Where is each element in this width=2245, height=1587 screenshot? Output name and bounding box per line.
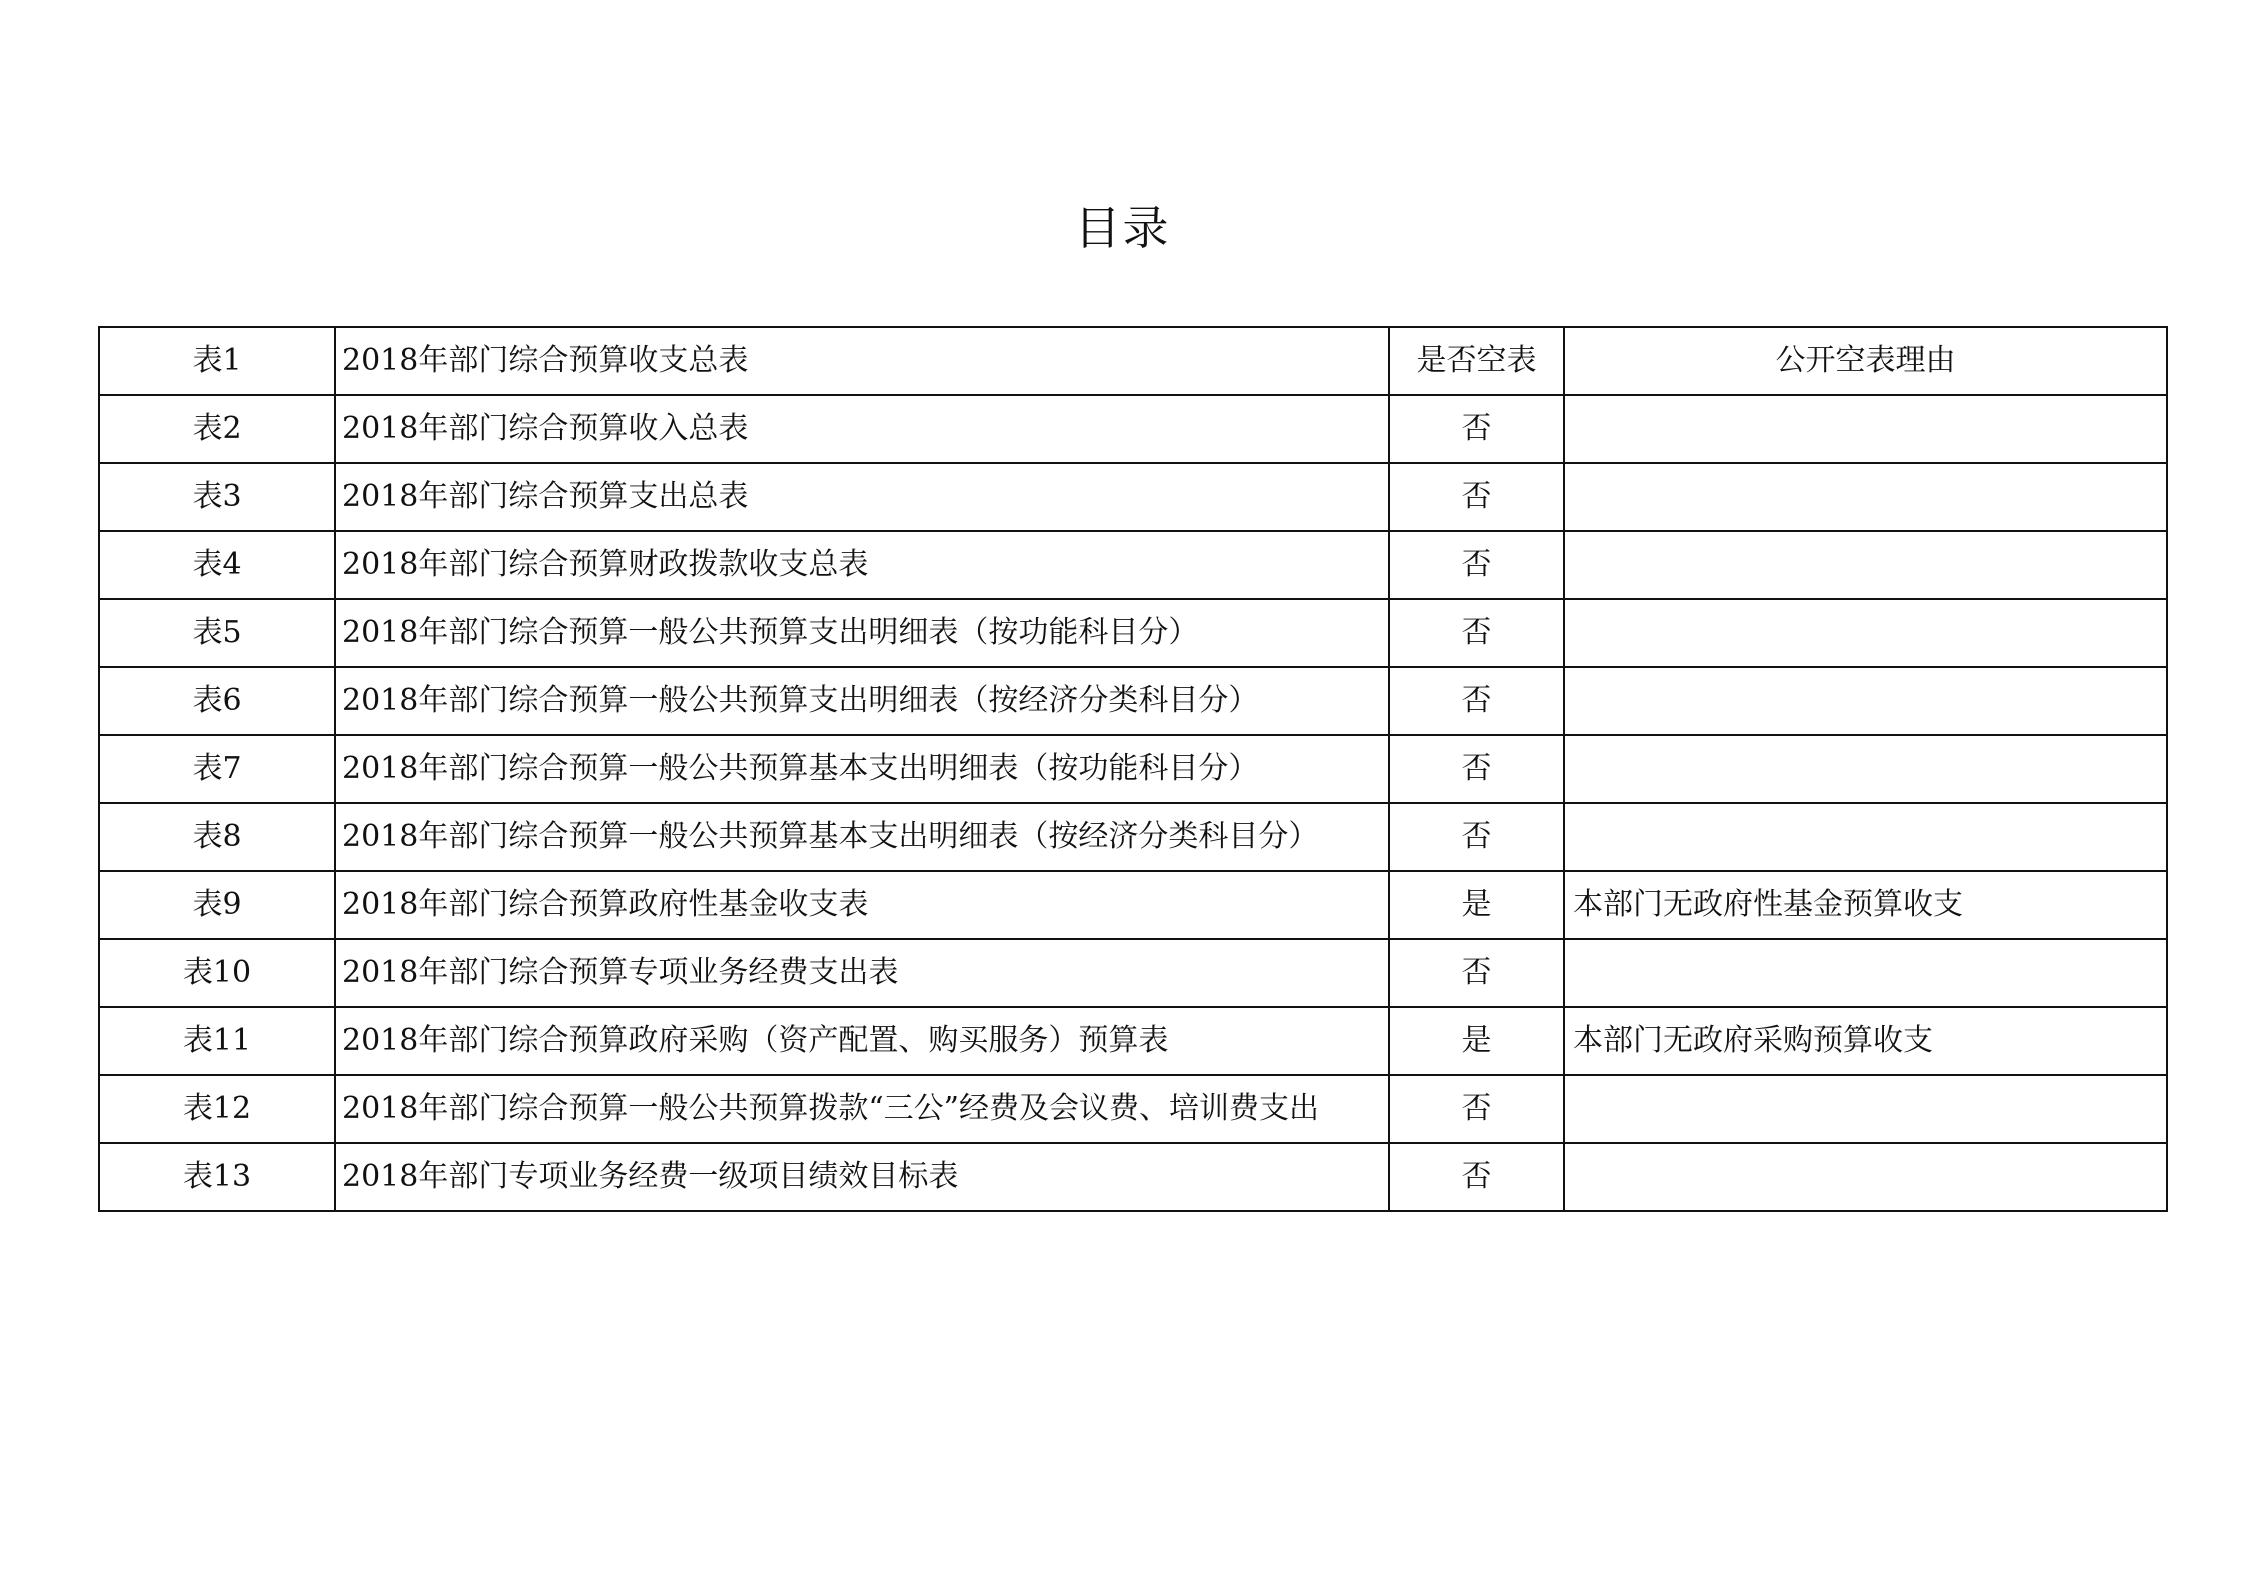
is-empty-cell: 否	[1389, 599, 1564, 667]
table-row	[99, 463, 2167, 531]
table-row	[99, 735, 2167, 803]
table-row	[99, 1143, 2167, 1211]
is-empty-cell: 是	[1389, 1007, 1564, 1075]
table-row	[99, 531, 2167, 599]
table-header-row	[99, 327, 2167, 395]
table-name-cell: 2018年部门综合预算一般公共预算拨款“三公”经费及会议费、培训费支出	[335, 1075, 1389, 1143]
empty-reason-cell	[1564, 803, 2167, 871]
table-number-cell: 表3	[99, 463, 335, 531]
is-empty-cell: 否	[1389, 1143, 1564, 1211]
table-row	[99, 599, 2167, 667]
is-empty-cell: 否	[1389, 395, 1564, 463]
is-empty-cell: 否	[1389, 735, 1564, 803]
table-number-cell: 表2	[99, 395, 335, 463]
is-empty-cell: 否	[1389, 667, 1564, 735]
empty-reason-cell: 本部门无政府采购预算收支	[1564, 1007, 2167, 1075]
table-row	[99, 939, 2167, 1007]
table-name-cell: 2018年部门综合预算一般公共预算基本支出明细表（按经济分类科目分）	[335, 803, 1389, 871]
table-name-cell: 2018年部门综合预算支出总表	[335, 463, 1389, 531]
table-number-cell: 表12	[99, 1075, 335, 1143]
table-name-cell: 2018年部门综合预算专项业务经费支出表	[335, 939, 1389, 1007]
table-number-cell: 表10	[99, 939, 335, 1007]
table-number-cell: 表11	[99, 1007, 335, 1075]
table-name-cell: 2018年部门综合预算一般公共预算基本支出明细表（按功能科目分）	[335, 735, 1389, 803]
catalog-table	[98, 326, 2168, 1212]
table-name-cell: 2018年部门综合预算政府性基金收支表	[335, 871, 1389, 939]
table-name-cell: 2018年部门综合预算收入总表	[335, 395, 1389, 463]
empty-reason-cell	[1564, 1075, 2167, 1143]
table-name-cell: 2018年部门综合预算一般公共预算支出明细表（按经济分类科目分）	[335, 667, 1389, 735]
table-name-cell: 2018年部门综合预算一般公共预算支出明细表（按功能科目分）	[335, 599, 1389, 667]
empty-reason-cell	[1564, 735, 2167, 803]
column-header-reason: 公开空表理由	[1564, 327, 2167, 395]
table-name-cell: 2018年部门综合预算政府采购（资产配置、购买服务）预算表	[335, 1007, 1389, 1075]
table-row	[99, 1075, 2167, 1143]
table-name-cell: 2018年部门专项业务经费一级项目绩效目标表	[335, 1143, 1389, 1211]
is-empty-cell: 是	[1389, 871, 1564, 939]
empty-reason-cell	[1564, 1143, 2167, 1211]
table-row	[99, 395, 2167, 463]
table-number-cell: 表7	[99, 735, 335, 803]
empty-reason-cell	[1564, 531, 2167, 599]
empty-reason-cell	[1564, 395, 2167, 463]
is-empty-cell: 否	[1389, 531, 1564, 599]
table-number-cell: 表9	[99, 871, 335, 939]
empty-reason-cell	[1564, 667, 2167, 735]
table-number-cell: 表4	[99, 531, 335, 599]
table-row	[99, 871, 2167, 939]
column-header-is-empty: 是否空表	[1389, 327, 1564, 395]
empty-reason-cell	[1564, 463, 2167, 531]
table-number-cell: 表13	[99, 1143, 335, 1211]
table-row	[99, 803, 2167, 871]
is-empty-cell: 否	[1389, 939, 1564, 1007]
table-number-cell: 表6	[99, 667, 335, 735]
empty-reason-cell	[1564, 939, 2167, 1007]
page-title: 目录	[1074, 201, 1171, 255]
table-name-cell: 2018年部门综合预算收支总表	[335, 327, 1389, 395]
table-row	[99, 667, 2167, 735]
table-number-cell: 表5	[99, 599, 335, 667]
empty-reason-cell	[1564, 599, 2167, 667]
table-number-cell: 表1	[99, 327, 335, 395]
table-name-cell: 2018年部门综合预算财政拨款收支总表	[335, 531, 1389, 599]
table-row	[99, 1007, 2167, 1075]
is-empty-cell: 否	[1389, 1075, 1564, 1143]
empty-reason-cell: 本部门无政府性基金预算收支	[1564, 871, 2167, 939]
table-number-cell: 表8	[99, 803, 335, 871]
is-empty-cell: 否	[1389, 803, 1564, 871]
is-empty-cell: 否	[1389, 463, 1564, 531]
